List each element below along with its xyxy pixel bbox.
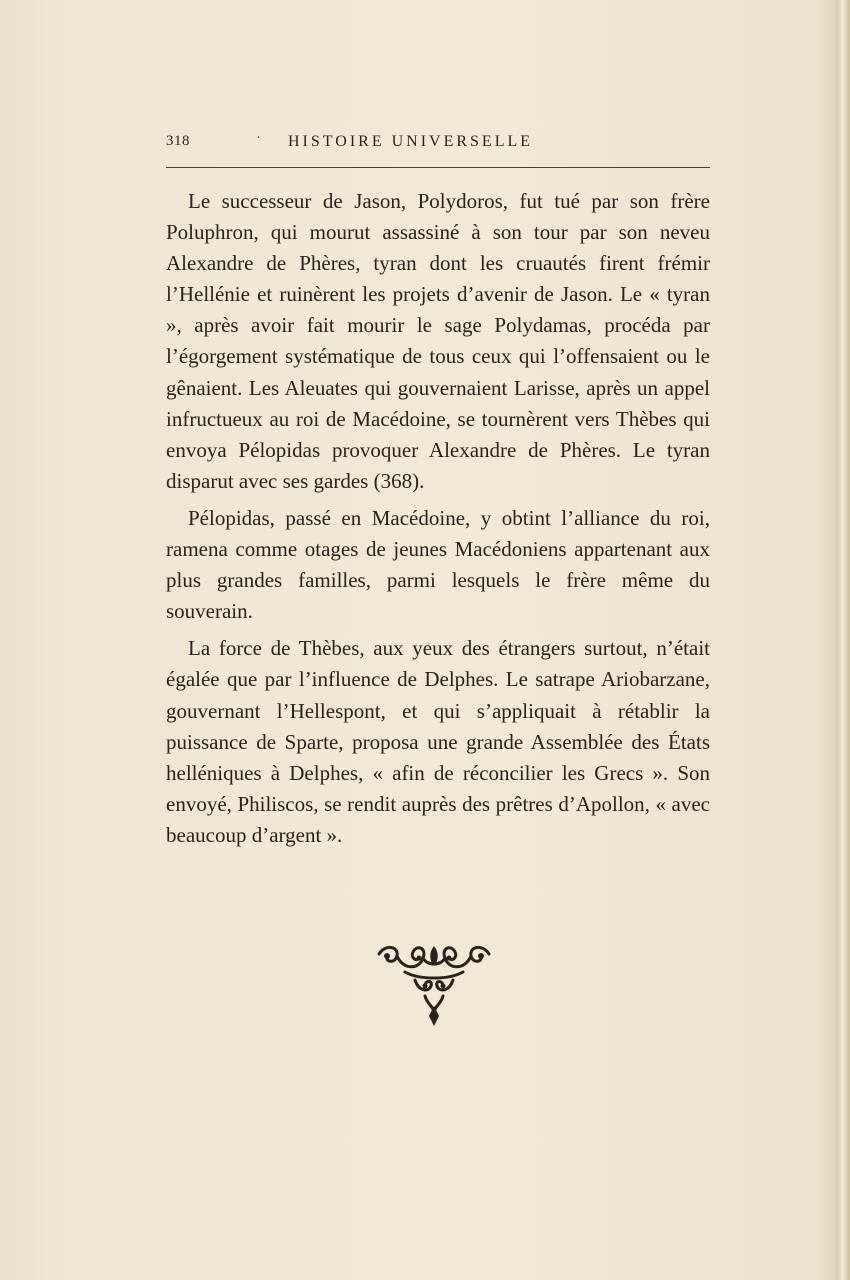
page-edge <box>836 0 850 1280</box>
running-title: HISTOIRE UNIVERSELLE <box>288 133 534 150</box>
header-rule <box>166 167 710 168</box>
header-separator: · <box>256 130 261 146</box>
body-text <box>166 186 710 857</box>
paragraph: Le successeur de Jason, Polydoros, fut tué par son frère Poluphron, qui mourut assassiné à son tour par son neveu Alexandre de Phères, tyran dont les cruautés firent frémir l’Hellénie et ruinèrent les projets d’avenir de Jason. Le « tyran », après avoir fait mourir le sage Polydamas, procéda par l’égorgement systématique de tous ceux qui l’offensaient ou le gênaient. Les Aleuates qui gouvernaient Larisse, après un appel infructueux au roi de Macédoine, se tournèrent vers Thèbes qui envoya Pélopidas provoquer Alexandre de Phères. Le tyran disparut avec ses gardes (368). <box>166 189 710 493</box>
running-header <box>166 130 710 160</box>
fleuron-ornament-icon <box>375 940 493 1026</box>
page-number: 318 <box>166 133 190 149</box>
paragraph: La force de Thèbes, aux yeux des étrangers surtout, n’était égalée que par l’influence de Delphes. Le satrape Ariobarzane, gouvernant l’Hellespont, et qui s’appliquait à rétablir la puissance de Sparte, proposa une grande Assemblée des États helléniques à Delphes, « afin de réconcilier les Grecs ». Son envoyé, Philiscos, se rendit auprès des prêtres d’Apollon, « avec beaucoup d’argent ». <box>166 636 710 847</box>
paragraph: Pélopidas, passé en Macédoine, y obtint l’alliance du roi, ramena comme otages de jeunes Macédoniens appartenant aux plus grandes familles, parmi lesquels le frère même du souverain. <box>166 505 710 624</box>
